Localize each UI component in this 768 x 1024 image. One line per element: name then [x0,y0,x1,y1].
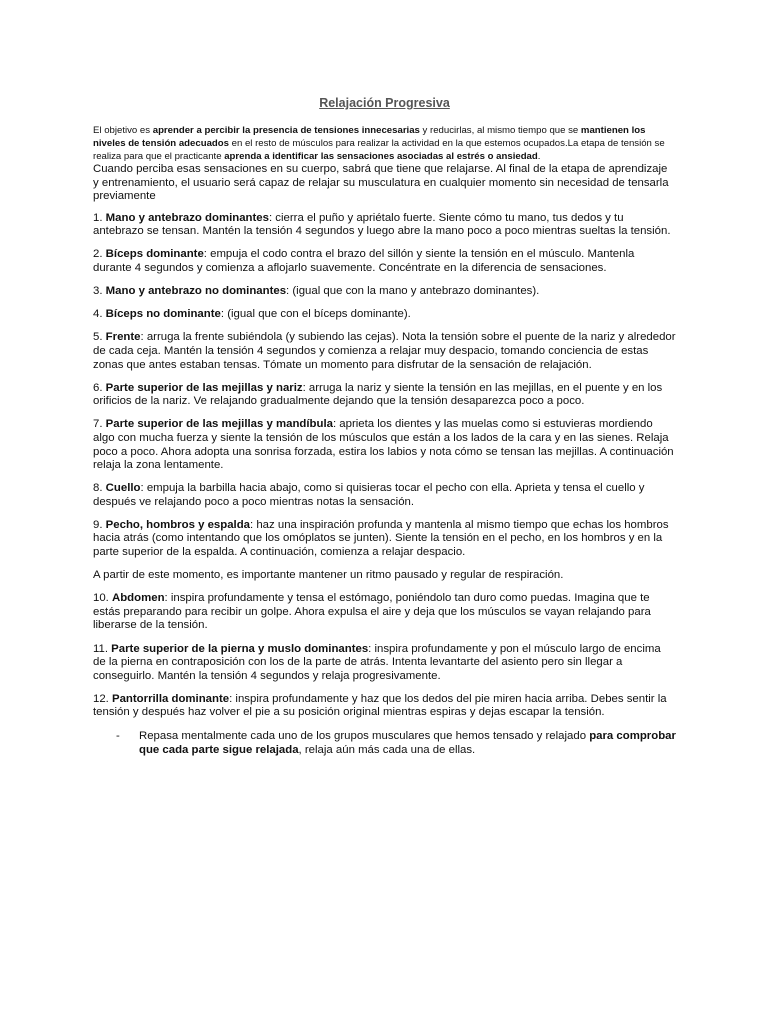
step-heading: Bíceps no dominante [105,308,221,321]
intro-text-1: El objetivo es [93,125,153,136]
step-number: 2. [93,248,106,261]
step-number: 9. [93,518,106,531]
intro-bold-2: mantienen los niveles de tensión adecuados [93,125,646,149]
step-text: : arruga la frente subiéndola (y subiendo las cejas). Nota la tensión sobre el puente de la nariz y alrededor de cada ceja. Mantén la tensión 4 segundos y comienza a relajar muy despacio, tomando conciencia de estas zonas que antes estaban tensas. Tómate un momento para disfrutar de la sensación de relajación. [93,331,676,371]
step-3 [93,285,676,299]
bullet-text-1: Repasa mentalmente cada uno de los grupos musculares que hemos tensado y relajado [139,730,590,742]
intro-text-4: . [537,151,541,162]
step-text: : cierra el puño y apriétalo fuerte. Siente cómo tu mano, tus dedos y tu antebrazo se tensan. Mantén la tensión 4 segundos y luego abre la mano poco a poco mientras sueltas la tensión. [93,211,671,238]
step-heading: Abdomen [112,592,165,605]
step-9 [93,519,676,560]
step-heading: Frente [105,331,141,344]
intro-bold-3: aprenda a identificar las sensaciones asociadas al estrés o ansiedad [224,151,538,162]
step-text: : (igual que con la mano y antebrazo dominantes). [286,285,540,298]
bullet-text [139,730,676,757]
step-heading: Mano y antebrazo dominantes [105,211,269,224]
bullet-text-2: , relaja aún más cada una de ellas. [298,743,476,756]
step-number: 5. [93,331,106,344]
step-number: 11. [93,642,112,655]
step-number: 6. [93,381,106,394]
steps-list [93,212,676,720]
step-2 [93,248,676,275]
step-number: 10. [93,592,112,605]
step-text: : aprieta los dientes y las muelas como si estuvieras mordiendo algo con mucha fuerza y siente la tensión de los músculos que están a los lados de la cara y en las sienes. Relaja poco a poco. Ahora adopta una sonrisa forzada, estira los labios y nota cómo se tensan las mejillas. A continuación relaja la zona lentamente. [93,418,674,472]
intro-paragraph [93,124,676,163]
bullet-item [93,730,676,757]
intro-body: Cuando perciba esas sensaciones en su cuerpo, sabrá que tiene que relajarse. Al final de la etapa de aprendizaje y entrenamiento, el usuario será capaz de relajar su musculatura en cualquier momento sin necesidad de tensarla previamente [93,163,669,203]
step-number: 3. [93,285,106,298]
step-number: 4. [93,308,106,321]
step-heading: Parte superior de las mejillas y nariz [105,381,303,394]
step-10 [93,592,676,633]
step-heading: Parte superior de la pierna y muslo dominantes [111,642,369,655]
bullet-bold: para comprobar que cada parte sigue relajada [139,730,676,756]
step-text: : inspira profundamente y tensa el estómago, poniéndolo tan duro como puedas. Imagina que te estás preparando para recibir un golpe. Ahora expulsa el aire y deja que los músculos se vayan relajando para liberarse de la tensión. [93,592,651,632]
step-text: : empuja el codo contra el brazo del sillón y siente la tensión en el músculo. Mantenla durante 4 segundos y comienza a aflojarlo suavemente. Concéntrate en la diferencia de sensaciones. [93,248,635,275]
step-heading: Pantorrilla dominante [112,692,230,705]
step-number: 7. [93,418,106,431]
step-text: : inspira profundamente y pon el músculo largo de encima de la pierna en contraposición con los de la parte de atrás. Intenta levantarte del asiento pero sin llegar a conseguirlo. Mantén la tensión 4 segundos y relaja progresivamente. [93,642,661,682]
step-heading: Mano y antebrazo no dominantes [105,285,287,298]
document-title: Relajación Progresiva [319,96,450,110]
step-text: : (igual que con el bíceps dominante). [220,308,411,321]
step-12 [93,693,676,720]
step-heading: Pecho, hombros y espalda [105,518,250,531]
step-number: 12. [93,692,112,705]
step-4 [93,308,676,322]
step-7 [93,418,676,472]
step-number: 1. [93,211,106,224]
step-11 [93,643,676,684]
step-6 [93,382,676,409]
step-number: 8. [93,482,106,495]
step-heading: Parte superior de las mejillas y mandíbula [105,418,333,431]
intro-text-2: y reducirlas, al mismo tiempo que se [419,125,581,136]
step-5 [93,331,676,372]
step-text: : inspira profundamente y haz que los dedos del pie miren hacia arriba. Debes sentir la tensión y después haz volver el pie a su posición original mientras espiras y dejas escapar la tensión. [93,692,667,719]
step-8 [93,482,676,509]
step-text: : empuja la barbilla hacia abajo, como si quisieras tocar el pecho con ella. Aprieta y tensa el cuello y después ve relajando poco a poco mientras notas la sensación. [93,482,645,508]
breathing-note: A partir de este momento, es importante mantener un ritmo pausado y regular de respiración. [93,569,564,582]
step-text: : haz una inspiración profunda y mantenla al mismo tiempo que echas los hombros hacia atrás (como intentando que los omóplatos se junten). Siente la tensión en el pecho, en los hombros y en la parte superior de la espalda. A continuación, comienza a relajar despacio. [93,518,669,559]
intro-bold-1: aprender a percibir la presencia de tensiones innecesarias [152,125,420,136]
intro-text-3: en el resto de músculos para realizar la actividad en la que estemos ocupados.La etapa de tensión se realiza para que el practicante [93,138,665,162]
step-text: : arruga la nariz y siente la tensión en las mejillas, en el puente y en los orificios de la nariz. Ve relajando gradualmente dejando que la tensión desaparezca poco a poco. [93,381,663,408]
step-1 [93,212,676,239]
step-heading: Bíceps dominante [105,248,204,261]
step-heading: Cuello [105,482,141,495]
bullet-dash: - [116,730,120,742]
